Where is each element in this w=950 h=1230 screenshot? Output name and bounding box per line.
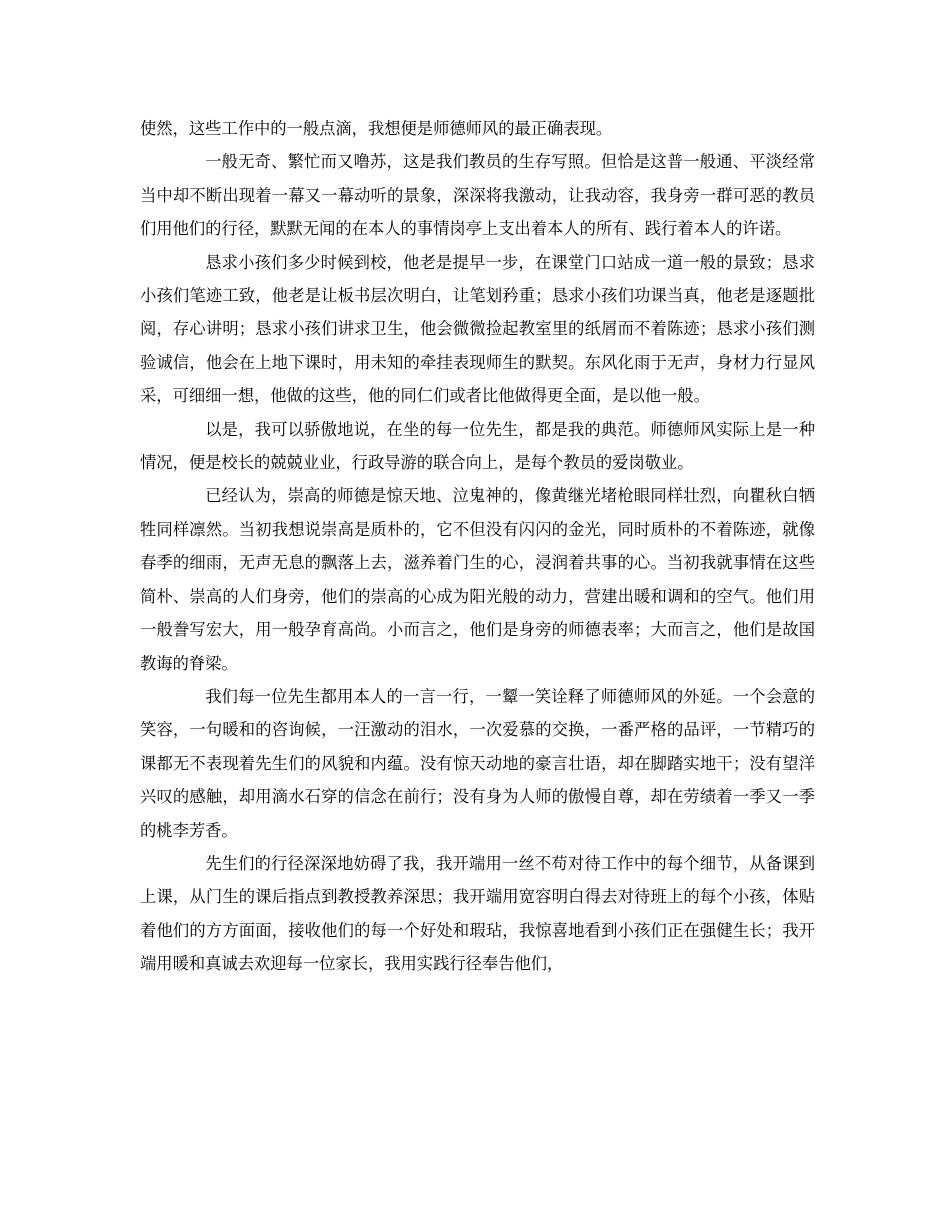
document-page: [140, 112, 815, 981]
paragraph-3: 恳求小孩们多少时候到校，他老是提早一步，在课堂门口站成一道一般的景致；恳求小孩们笔迹工致，他老是让板书层次明白，让笔划矜重；恳求小孩们功课当真，他老是逐题批阅，存心讲明；恳求小孩们讲求卫生，他会微微捡起教室里的纸屑而不着陈迹；恳求小孩们测验诚信，他会在上地下课时，用未知的牵挂表现师生的默契。东风化雨于无声，身材力行显风采，可细细一想，他做的这些，他的同仁们或者比他做得更全面，是以他一般。: [140, 252, 815, 406]
paragraph-5: 已经认为，崇高的师德是惊天地、泣鬼神的，像黄继光堵枪眼同样壮烈，向瞿秋白牺牲同样凛然。当初我想说崇高是质朴的，它不但没有闪闪的金光，同时质朴的不着陈迹，就像春季的细雨，无声无息的飘落上去，滋养着门生的心，浸润着共事的心。当初我就事情在这些简朴、崇高的人们身旁，他们的崇高的心成为阳光般的动力，营建出暖和调和的空气。他们用一般誊写宏大，用一般孕育高尚。小而言之，他们是身旁的师德表率；大而言之，他们是故国教诲的脊梁。: [140, 486, 815, 673]
paragraph-6: 我们每一位先生都用本人的一言一行，一颦一笑诠释了师德师风的外延。一个会意的笑容，一句暖和的咨询候，一汪激动的泪水，一次爱慕的交换，一番严格的品评，一节精巧的课都无不表现着先生们的风貌和内蕴。没有惊天动地的豪言壮语，却在脚踏实地干；没有望洋兴叹的感触，却用滴水石穿的信念在前行；没有身为人师的傲慢自尊，却在劳绩着一季又一季的桃李芳香。: [140, 686, 815, 840]
paragraph-1: 使然，这些工作中的一般点滴，我想便是师德师风的最正确表现。: [140, 119, 613, 138]
paragraph-2: 一般无奇、繁忙而又噜苏，这是我们教员的生存写照。但恰是这普一般通、平淡经常当中却不断出现着一幕又一幕动听的景象，深深将我激动，让我动容，我身旁一群可恶的教员们用他们的行径，默默无闻的在本人的事情岗亭上支出着本人的所有、践行着本人的许诺。: [140, 152, 815, 239]
paragraph-7: 先生们的行径深深地妨碍了我，我开端用一丝不苟对待工作中的每个细节，从备课到上课，从门生的课后指点到教授教养深思；我开端用宽容明白得去对待班上的每个小孩，体贴着他们的方方面面，接收他们的每一个好处和瑕玷，我惊喜地看到小孩们正在强健生长；我开端用暖和真诚去欢迎每一位家长，我用实践行径奉告他们，: [140, 853, 815, 974]
paragraph-4: 以是，我可以骄傲地说，在坐的每一位先生，都是我的典范。师德师风实际上是一种情况，便是校长的兢兢业业，行政导游的联合向上，是每个教员的爱岗敬业。: [140, 419, 815, 473]
